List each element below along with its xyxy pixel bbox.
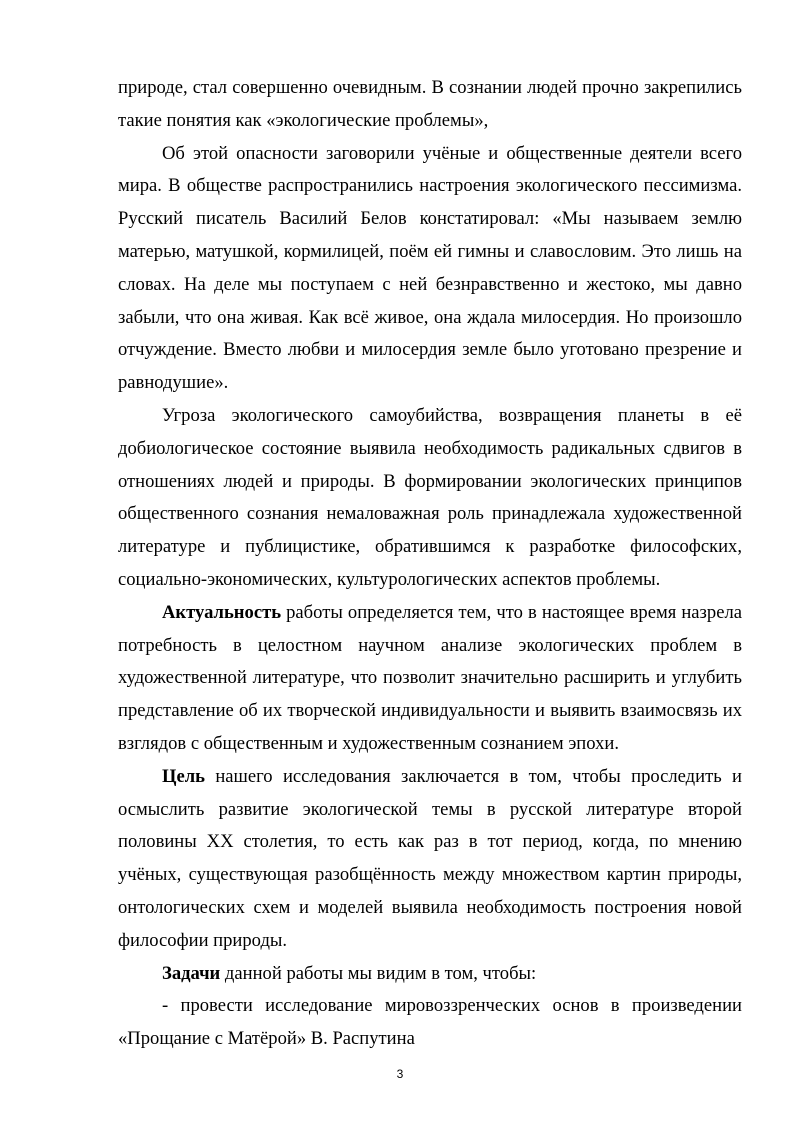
- paragraph-3: Угроза экологического самоубийства, возвращения планеты в её добиологическое состояние выявила необходимость радикальных сдвигов в отношениях людей и природы. В формировании экологических принципов общественного сознания немаловажная роль принадлежала художественной литературе и публицистике, обратившимся к разработке философских, социально-экономических, культурологических аспектов проблемы.: [118, 404, 742, 590]
- paragraph-goal: [118, 761, 742, 958]
- paragraph-1: природе, стал совершенно очевидным. В сознании людей прочно закрепились такие понятия как «экологические проблемы»,: [118, 77, 742, 131]
- document-body: [118, 72, 742, 1056]
- paragraph-tasks: [118, 958, 742, 991]
- relevance-heading: Актуальность: [162, 601, 282, 623]
- relevance-text: работы определяется тем, что в настоящее время назрела потребность в целостном научном анализе экологических проблем в художественной литературе, что позволит значительно расширить и углубить представление об их творческой индивидуальности и выявить взаимосвязь их взглядов с общественным и художественным сознанием эпохи.: [118, 601, 742, 754]
- paragraph-2: Об этой опасности заговорили учёные и общественные деятели всего мира. В обществе распространились настроения экологического пессимизма. Русский писатель Василий Белов констатировал: «Мы называем землю матерью, матушкой, кормилицей, поём ей гимны и славословим. Это лишь на словах. На деле мы поступаем с ней безнравственно и жестоко, мы давно забыли, что она живая. Как всё живое, она ждала милосердия. Но произошло отчуждение. Вместо любви и милосердия земле было уготовано презрение и равнодушие».: [118, 142, 742, 394]
- paragraph-relevance: [118, 597, 742, 761]
- task-item-1: - провести исследование мировоззренческих основ в произведении «Прощание с Матёрой» В. Распутина: [118, 995, 742, 1050]
- page-number: 3: [396, 1067, 404, 1081]
- goal-heading: Цель: [162, 765, 205, 787]
- tasks-heading: Задачи: [162, 962, 221, 984]
- tasks-text: данной работы мы видим в том, чтобы:: [220, 962, 537, 984]
- goal-text: нашего исследования заключается в том, чтобы проследить и осмыслить развитие экологической темы в русской литературе второй половины XX столетия, то есть как раз в тот период, когда, по мнению учёных, существующая разобщённость между множеством картин природы, онтологических схем и моделей выявила необходимость построения новой философии природы.: [118, 765, 742, 951]
